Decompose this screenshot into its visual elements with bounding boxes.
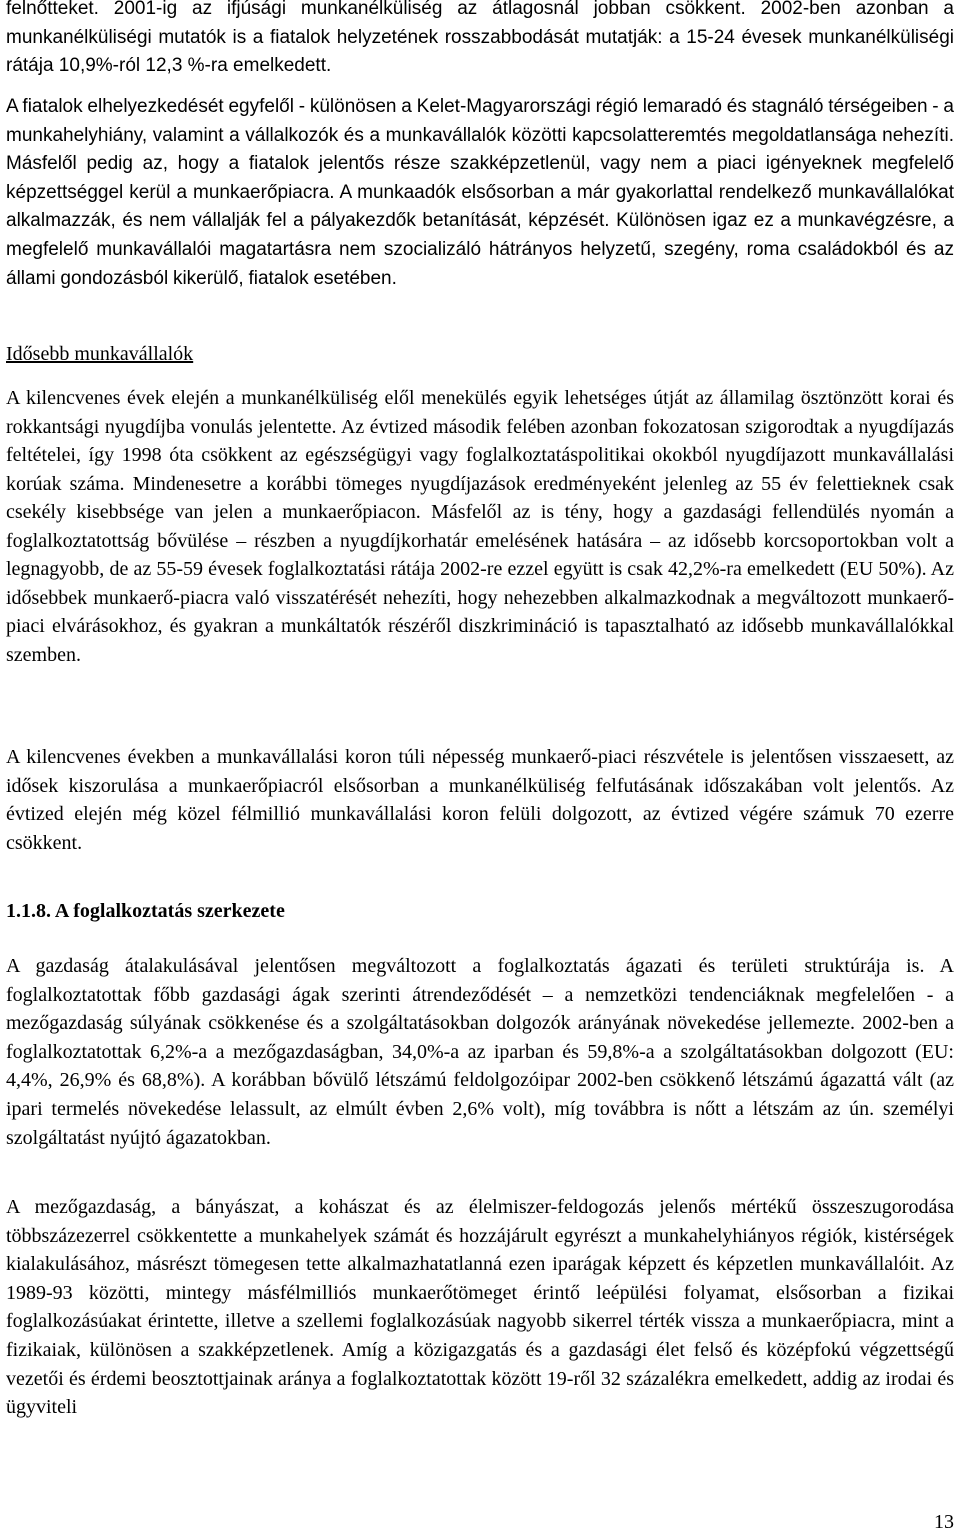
paragraph-older-workers-2: A kilencvenes években a munkavállalási koron túli népesség munkaerő-piaci részvétele is jelentősen visszaesett, az idősek kiszorulása a munkaerőpiacról elsősorban a munkanélküliség felfutásának időszakában volt jelentős. Az évtized elején még közel félmillió munkavállalási koron felüli dolgozott, az évtized végére számuk 70 ezerre csökkent. [6,746,954,854]
paragraph-employment-structure-2: A mezőgazdaság, a bányászat, a kohászat és az élelmiszer-feldogozás jelenős mértékű összeszugorodása többszázezerrel csökkentette a munkahelyek számát és hozzájárult egyrészt a munkahelyhiányos régiók, kistérségek kialakulásához, másrészt tömegesen tette alkalmazhatatlanná ezen iparágak képzett és képzetlen munkavállalóit. Az 1989-93 közötti, mintegy másfélmilliós munkaerőtömeget érintő leépülési folyamat, elsősorban a fizikai foglalkozásúakat érintette, illetve a szellemi foglalkozásúak nagyobb sikerrel térték vissza a munkaerőpiacra, mint a fizikaiak, különösen a szakképzetlenek. Amíg a közigazgatás és a gazdasági élet felső és középfokú végzettségű vezetői és érdemi beosztottjainak aránya a foglalkoztatottak között 19-ről 32 százalékra emelkedett, addig az irodai és ügyviteli [6,1196,954,1419]
subsection-heading-employment-structure: 1.1.8. A foglalkoztatás szerkezete [6,900,285,922]
paragraph-youth-unemployment: felnőtteket. 2001-ig az ifjúsági munkanélküliség az átlagosnál jobban csökkent. 2002-ben azonban a munkanélküliségi mutatók is a fiatalok helyzetének rosszabbodását mutatják: a 15-24 évesek munkanélküliségi rátája 10,9%-ról 12,3 %-ra emelkedett. [6,0,954,77]
paragraph-older-workers-1: A kilencvenes évek elején a munkanélküliség elől menekülés egyik lehetséges útját az államilag ösztönzött korai és rokkantsági nyugdíjba vonulás jelentette. Az évtized második felében azonban fokozatosan szigorodtak a nyugdíjazás feltételei, így 1998 óta csökkent az egészségügyi vagy foglalkoztatáspolitikai okokból nyugdíjazott munkavállalási korúak száma. Mindenesetre a korábbi tömeges nyugdíjazások eredményeként jelenleg az 55 év felettieknek csak csekély kisebbsége van jelen a munkaerőpiacon. Másfelől az is tény, hogy a gazdasági fellendülés nyomán a foglalkoztatottság bővülése – részben a nyugdíjkorhatár emelésének hatására – az idősebb korcsoportokban volt a legnagyobb, de az 55-59 évesek foglalkoztatási rátája 2002-re ezzel együtt is csak 42,2%-ra emelkedett (EU 50%). Az idősebbek munkaerő-piacra való visszatérését nehezíti, hogy nehezebben alkalmazkodnak a megváltozott munkaerő-piaci elvárásokhoz, és gyakran a munkáltatók részéről diszkrimináció is tapasztalható az idősebb munkavállalókkal szemben. [6,387,954,666]
section-heading-older-workers: Idősebb munkavállalók [6,343,194,365]
paragraph-employment-structure-1: A gazdaság átalakulásával jelentősen megváltozott a foglalkoztatás ágazati és területi struktúrája is. A foglalkoztatottak főbb gazdasági ágak szerinti átrendeződését – a nemzetközi tendenciáknak megfelelően - a mezőgazdaság súlyának csökkenése és a szolgáltatásokban dolgozók arányának növekedése jellemezte. 2002-ben a foglalkoztatottak 6,2%-a a mezőgazdaságban, 34,0%-a az iparban és 59,8%-a a szolgáltatásokban dolgozott (EU: 4,4%, 26,9% és 68,8%). A korábban bővülő létszámú feldolgozóipar 2002-ben csökkenő létszámú ágazattá vált (az ipari termelés növekedése lelassult, az elmúlt évben 2,6% volt), míg továbbra is nőtt a létszám az ún. személyi szolgáltatást nyújtó ágazatokban. [6,955,954,1149]
page-number: 13 [934,1511,954,1533]
paragraph-youth-employment: A fiatalok elhelyezkedését egyfelől - különösen a Kelet-Magyarországi régió lemaradó és stagnáló térségeiben - a munkahelyhiány, valamint a vállalkozók és a munkavállalók közötti kapcsolatteremtés megoldatlansága nehezíti. Másfelől pedig az, hogy a fiatalok jelentős része szakképzetlenül, vagy nem a piaci igényeknek megfelelő képzettséggel kerül a munkaerőpiacra. A munkaadók elsősorban a már gyakorlattal rendelkező munkavállalókat alkalmazzák, és nem vállalják fel a pályakezdők betanítását, képzését. Különösen igaz ez a munkavégzésre, a megfelelő munkavállalói magatartásra nem szocializáló hátrányos helyzetű, szegény, roma családokból és az állami gondozásból kikerülő, fiatalok esetében. [6,96,954,289]
